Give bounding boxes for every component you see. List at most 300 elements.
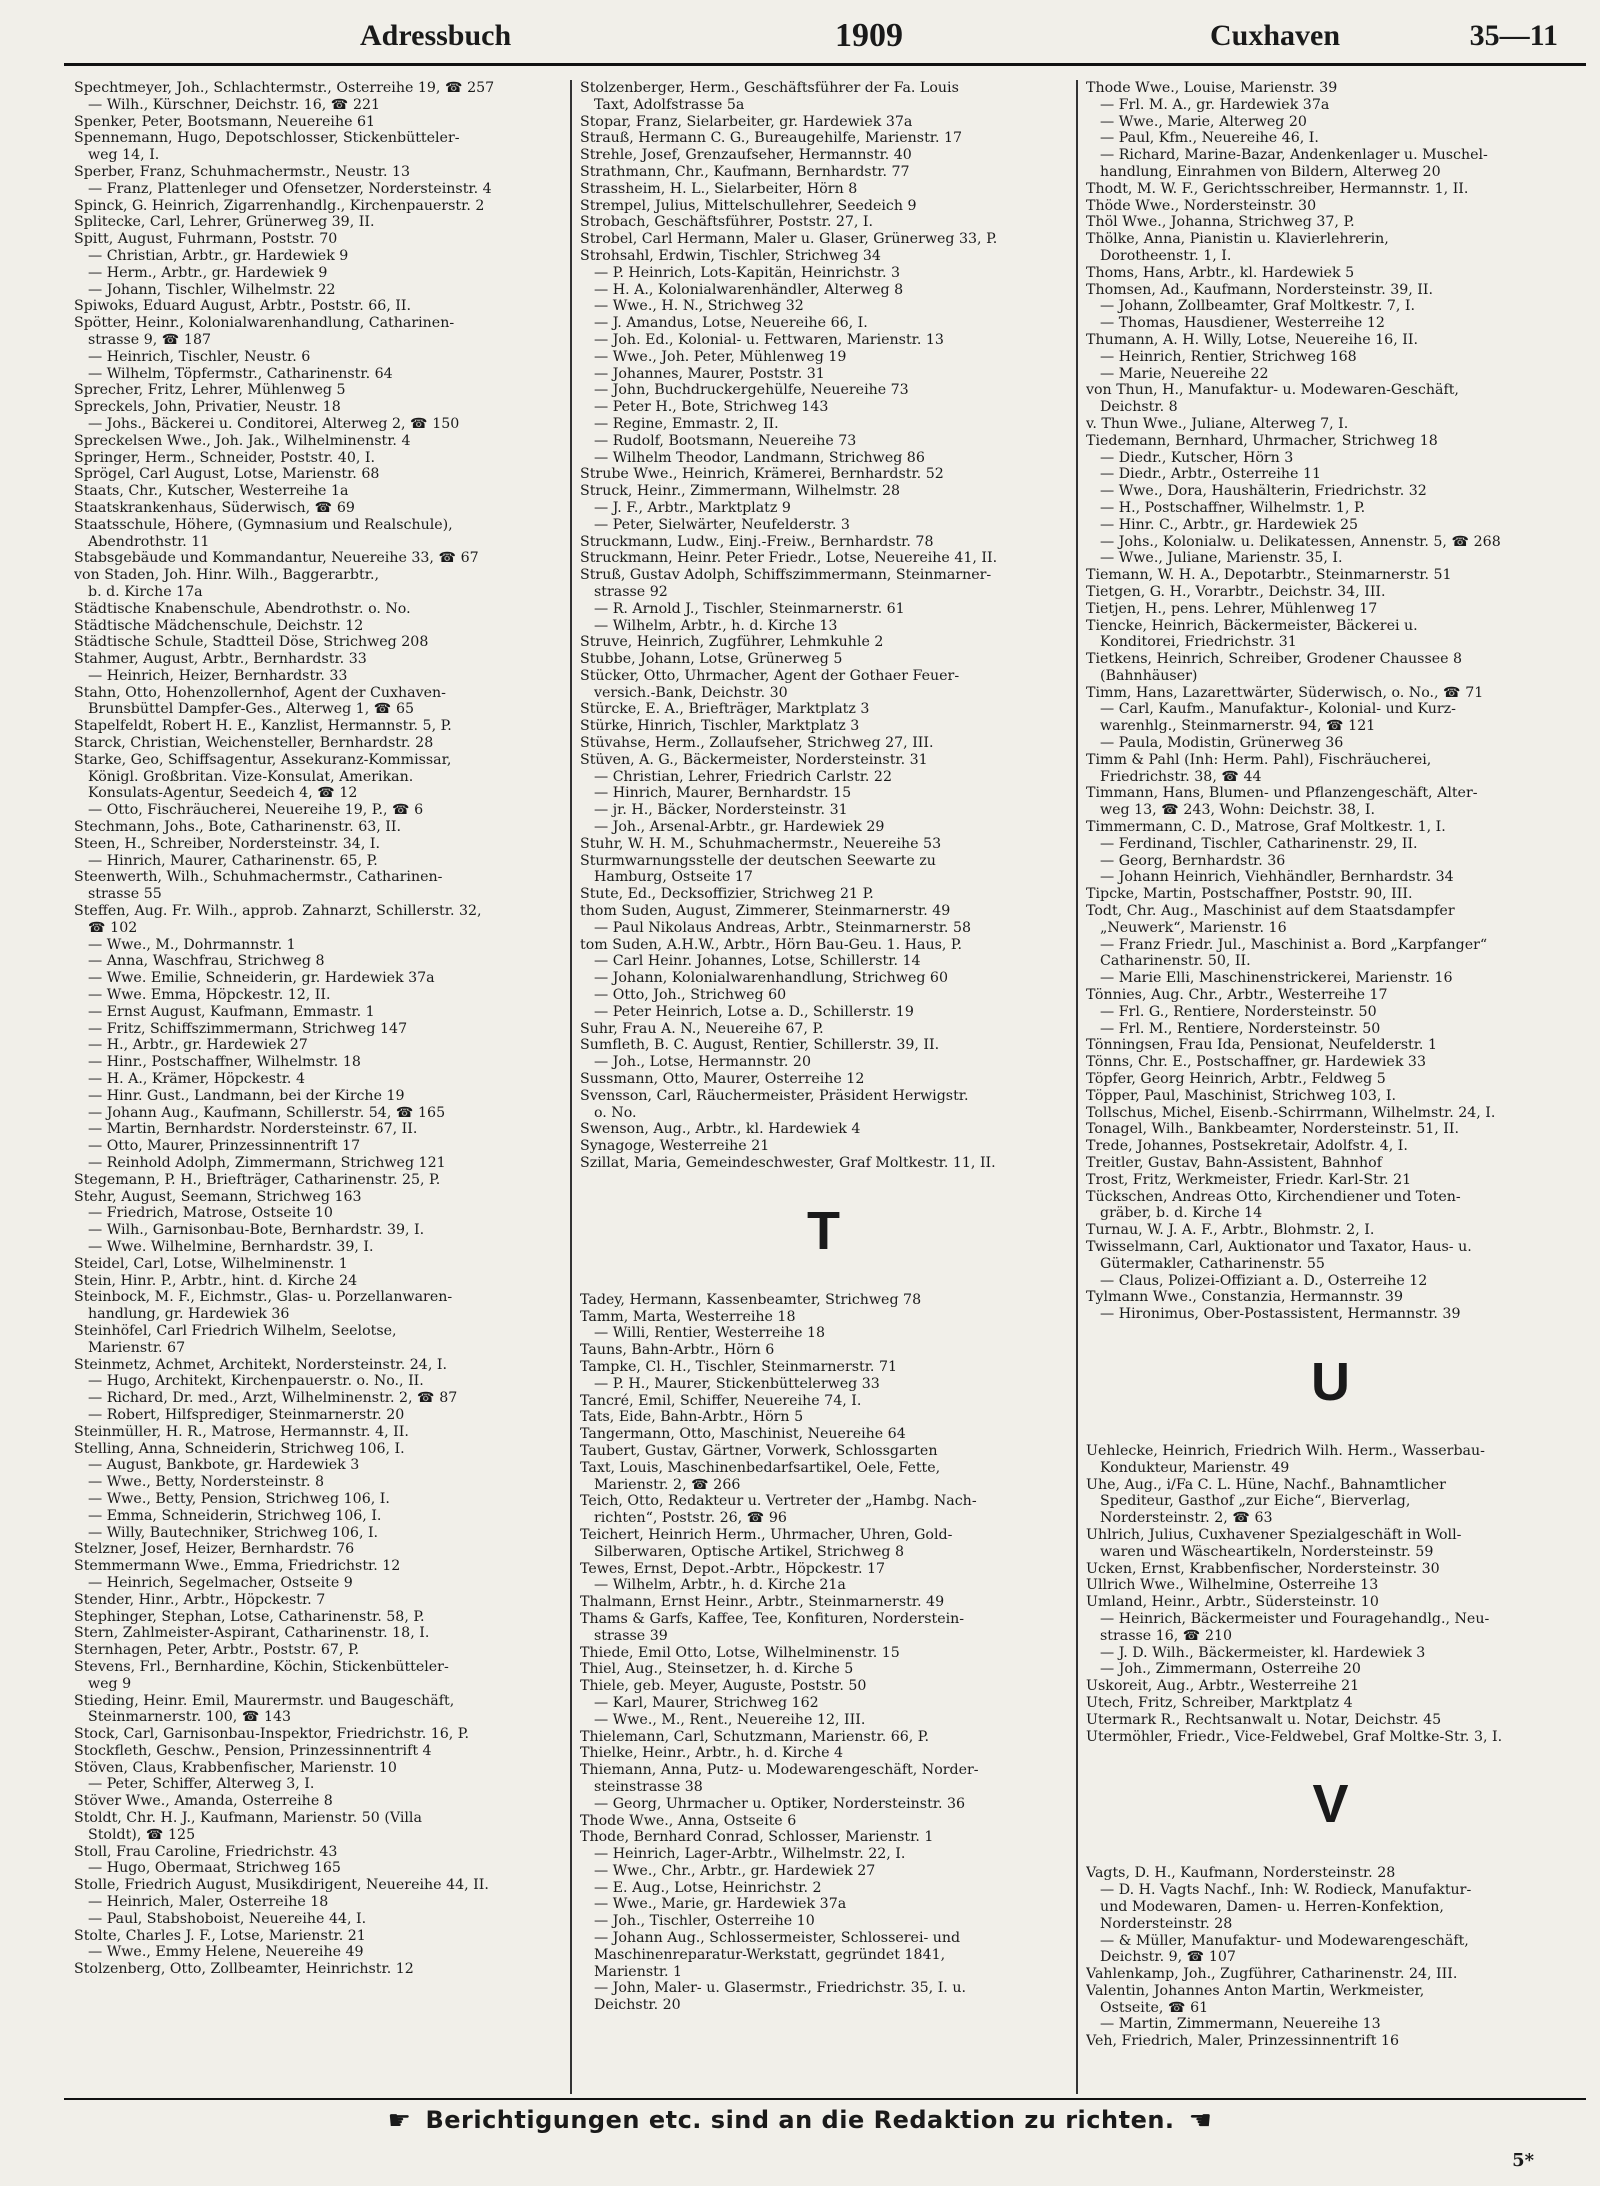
- directory-subentry: — J. F., Arbtr., Marktplatz 9: [594, 499, 791, 516]
- directory-entry: tom Suden, A.H.W., Arbtr., Hörn Bau-Geu. 1. Haus, P.: [580, 936, 963, 953]
- directory-entry: Utermöhler, Friedr., Vice-Feldwebel, Graf Moltke-Str. 3, I.: [1086, 1728, 1503, 1745]
- directory-subentry: Abendrothstr. 11: [88, 533, 210, 550]
- year: 1909: [835, 17, 903, 54]
- directory-entry: Tauns, Bahn-Arbtr., Hörn 6: [580, 1342, 775, 1359]
- directory-entry: Spiwoks, Eduard August, Arbtr., Poststr. 66, II.: [74, 298, 412, 315]
- directory-entry: Steffen, Aug. Fr. Wilh., approb. Zahnarzt, Schillerstr. 32,: [74, 903, 482, 920]
- directory-subentry: — Wilhelm, Arbtr., h. d. Kirche 13: [594, 617, 838, 634]
- directory-subentry: — Herm., Arbtr., gr. Hardewiek 9: [88, 264, 328, 281]
- directory-subentry: steinstrasse 38: [594, 1778, 703, 1795]
- directory-entry: Thiele, geb. Meyer, Auguste, Poststr. 50: [580, 1678, 867, 1695]
- directory-subentry: — Hinrich, Maurer, Catharinenstr. 65, P.: [88, 852, 378, 869]
- directory-entry: Twisselmann, Carl, Auktionator und Taxator, Haus- u.: [1086, 1238, 1472, 1255]
- directory-entry: Synagoge, Westerreihe 21: [580, 1138, 770, 1155]
- directory-entry: Stürke, Hinrich, Tischler, Marktplatz 3: [580, 718, 860, 735]
- directory-subentry: — Heinrich, Heizer, Bernhardstr. 33: [88, 667, 348, 684]
- directory-entry: Staatskrankenhaus, Süderwisch, ☎ 69: [74, 499, 355, 516]
- directory-entry: Strehle, Josef, Grenzaufseher, Hermannstr. 40: [580, 147, 912, 164]
- directory-entry: Sprögel, Carl August, Lotse, Marienstr. 68: [74, 466, 380, 483]
- directory-subentry: Deichstr. 20: [594, 1997, 681, 2014]
- directory-subentry: — Anna, Waschfrau, Strichweg 8: [88, 953, 325, 970]
- directory-subentry: — Frl. G., Rentiere, Nordersteinstr. 50: [1100, 1003, 1377, 1020]
- directory-entry: Thöde Wwe., Nordersteinstr. 30: [1086, 197, 1317, 214]
- directory-subentry: — D. H. Vagts Nachf., Inh: W. Rodieck, Manufaktur-: [1100, 1882, 1472, 1899]
- directory-subentry: Ostseite, ☎ 61: [1100, 1999, 1209, 2016]
- directory-subentry: — Richard, Marine-Bazar, Andenkenlager u. Muschel-: [1100, 147, 1488, 164]
- directory-subentry: — Diedr., Arbtr., Osterreihe 11: [1100, 466, 1322, 483]
- directory-entry: Thölke, Anna, Pianistin u. Klavierlehrerin,: [1086, 231, 1389, 248]
- directory-subentry: — Hinrich, Maurer, Bernhardstr. 15: [594, 785, 852, 802]
- directory-entry: Ucken, Ernst, Krabbenfischer, Nordersteinstr. 30: [1086, 1560, 1440, 1577]
- directory-entry: Spennemann, Hugo, Depotschlosser, Stickenbütteler-: [74, 130, 460, 147]
- directory-entry: Stern, Zahlmeister-Aspirant, Catharinenstr. 18, I.: [74, 1625, 430, 1642]
- directory-entry: Umland, Heinr., Arbtr., Südersteinstr. 10: [1086, 1594, 1379, 1611]
- directory-entry: Tönnies, Aug. Chr., Arbtr., Westerreihe 17: [1086, 987, 1388, 1004]
- directory-entry: Thodt, M. W. F., Gerichtsschreiber, Hermannstr. 1, II.: [1086, 180, 1469, 197]
- directory-subentry: — Johs., Kolonialw. u. Delikatessen, Annenstr. 5, ☎ 268: [1100, 533, 1501, 550]
- directory-entry: Spinck, G. Heinrich, Zigarrenhandlg., Kirchenpauerstr. 2: [74, 197, 485, 214]
- directory-entry: Tückschen, Andreas Otto, Kirchendiener und Toten-: [1086, 1188, 1461, 1205]
- directory-subentry: Marienstr. 2, ☎ 266: [594, 1476, 741, 1493]
- directory-subentry: Deichstr. 9, ☎ 107: [1100, 1949, 1236, 1966]
- directory-entry: Trede, Johannes, Postsekretair, Adolfstr. 4, I.: [1086, 1138, 1408, 1155]
- directory-entry: Stelzner, Josef, Heizer, Bernhardstr. 76: [74, 1541, 355, 1558]
- directory-subentry: und Modewaren, Damen- u. Herren-Konfektion,: [1100, 1898, 1444, 1915]
- directory-subentry: Königl. Großbritan. Vize-Konsulat, Amerikan.: [88, 768, 414, 785]
- directory-entry: Thielemann, Carl, Schutzmann, Marienstr. 66, P.: [580, 1728, 929, 1745]
- directory-entry: Stubbe, Johann, Lotse, Grünerweg 5: [580, 651, 843, 668]
- directory-entry: Svensson, Carl, Räuchermeister, Präsident Herwigstr.: [580, 1087, 969, 1104]
- directory-entry: Tiencke, Heinrich, Bäckermeister, Bäckerei u.: [1086, 617, 1418, 634]
- directory-subentry: — Joh., Arsenal-Arbtr., gr. Hardewiek 29: [594, 819, 885, 836]
- directory-subentry: strasse 39: [594, 1627, 668, 1644]
- pointing-hand-icon: ☛: [387, 2106, 412, 2136]
- directory-entry: Spechtmeyer, Joh., Schlachtermstr., Osterreihe 19, ☎ 257: [74, 80, 495, 96]
- directory-entry: Stabsgebäude und Kommandantur, Neuereihe 33, ☎ 67: [74, 550, 479, 567]
- directory-entry: Stöver Wwe., Amanda, Osterreihe 8: [74, 1793, 333, 1810]
- directory-subentry: waren und Wäscheartikeln, Nordersteinstr. 59: [1100, 1543, 1434, 1560]
- directory-entry: Thomsen, Ad., Kaufmann, Nordersteinstr. 39, II.: [1086, 281, 1434, 298]
- directory-subentry: — August, Bankbote, gr. Hardewiek 3: [88, 1457, 360, 1474]
- directory-subentry: warenhlg., Steinmarnerstr. 94, ☎ 121: [1100, 718, 1376, 735]
- directory-entry: von Staden, Joh. Hinr. Wilh., Baggerarbtr.,: [74, 567, 379, 584]
- directory-entry: Thode Wwe., Louise, Marienstr. 39: [1086, 80, 1338, 96]
- directory-entry: Stüven, A. G., Bäckermeister, Nordersteinstr. 31: [580, 751, 928, 768]
- directory-subentry: — Richard, Dr. med., Arzt, Wilhelminenstr. 2, ☎ 87: [88, 1390, 458, 1407]
- directory-entry: Steinhöfel, Carl Friedrich Wilhelm, Seelotse,: [74, 1322, 397, 1339]
- section-letter: V: [1312, 1774, 1349, 1835]
- column-3: [1078, 80, 1584, 2094]
- directory-entry: Stephinger, Stephan, Lotse, Catharinenstr. 58, P.: [74, 1608, 425, 1625]
- directory-subentry: — Wwe., Juliane, Marienstr. 35, I.: [1100, 550, 1343, 567]
- directory-entry: Vagts, D. H., Kaufmann, Nordersteinstr. 28: [1086, 1865, 1396, 1882]
- directory-entry: Spenker, Peter, Bootsmann, Neuereihe 61: [74, 113, 376, 130]
- directory-entry: Stürcke, E. A., Briefträger, Marktplatz 3: [580, 701, 870, 718]
- directory-entry: Stolzenberg, Otto, Zollbeamter, Heinrichstr. 12: [74, 1961, 414, 1978]
- directory-subentry: — John, Maler- u. Glasermstr., Friedrichstr. 35, I. u.: [594, 1980, 966, 1997]
- directory-entry: Stücker, Otto, Uhrmacher, Agent der Gothaer Feuer-: [580, 667, 960, 684]
- directory-subentry: strasse 9, ☎ 187: [88, 331, 211, 348]
- directory-entry: Spötter, Heinr., Kolonialwarenhandlung, Catharinen-: [74, 315, 455, 332]
- directory-entry: Stevens, Frl., Bernhardine, Köchin, Stickenbütteler-: [74, 1658, 449, 1675]
- directory-subentry: — Hinr. Gust., Landmann, bei der Kirche 19: [88, 1087, 405, 1104]
- directory-entry: Strathmann, Chr., Kaufmann, Bernhardstr. 77: [580, 163, 910, 180]
- directory-subentry: handlung, gr. Hardewiek 36: [88, 1306, 290, 1323]
- directory-entry: Stahn, Otto, Hohenzollernhof, Agent der Cuxhaven-: [74, 684, 446, 701]
- section-letter: U: [1311, 1351, 1350, 1412]
- directory-entry: Timm & Pahl (Inh: Herm. Pahl), Fischräucherei,: [1086, 751, 1432, 768]
- directory-subentry: — Marie Elli, Maschinenstrickerei, Marienstr. 16: [1100, 970, 1453, 987]
- directory-entry: Thiemann, Anna, Putz- u. Modewarengeschäft, Norder-: [580, 1762, 979, 1779]
- directory-subentry: Nordersteinstr. 2, ☎ 63: [1100, 1510, 1273, 1527]
- directory-entry: Thiel, Aug., Steinsetzer, h. d. Kirche 5: [580, 1661, 854, 1678]
- directory-entry: Timm, Hans, Lazarettwärter, Süderwisch, o. No., ☎ 71: [1086, 684, 1484, 701]
- directory-entry: Steinbock, M. F., Eichmstr., Glas- u. Porzellanwaren-: [74, 1289, 453, 1306]
- directory-entry: Tietjen, H., pens. Lehrer, Mühlenweg 17: [1086, 600, 1378, 617]
- directory-subentry: — Ferdinand, Tischler, Catharinenstr. 29, II.: [1100, 835, 1418, 852]
- directory-entry: Thode, Bernhard Conrad, Schlosser, Marienstr. 1: [580, 1829, 934, 1846]
- directory-subentry: b. d. Kirche 17a: [88, 583, 203, 600]
- directory-subentry: — Wwe., Marie, gr. Hardewiek 37a: [594, 1896, 847, 1913]
- directory-subentry: „Neuwerk“, Marienstr. 16: [1100, 919, 1287, 936]
- directory-subentry: — Peter Heinrich, Lotse a. D., Schillerstr. 19: [594, 1003, 914, 1020]
- directory-entry: Thams & Garfs, Kaffee, Tee, Konfituren, Norderstein-: [580, 1610, 965, 1627]
- directory-subentry: — Wwe. Emma, Höpckestr. 12, II.: [88, 987, 331, 1004]
- directory-entry: Steinmetz, Achmet, Architekt, Nordersteinstr. 24, I.: [74, 1356, 447, 1373]
- directory-subentry: Nordersteinstr. 28: [1100, 1915, 1233, 1932]
- directory-entry: Steen, H., Schreiber, Nordersteinstr. 34, I.: [74, 835, 380, 852]
- directory-entry: Stöven, Claus, Krabbenfischer, Marienstr. 10: [74, 1759, 397, 1776]
- directory-subentry: — J. D. Wilh., Bäckermeister, kl. Hardewiek 3: [1100, 1644, 1426, 1661]
- directory-subentry: — Frl. M., Rentiere, Nordersteinstr. 50: [1100, 1020, 1381, 1037]
- directory-entry: Steenwerth, Wilh., Schuhmachermstr., Catharinen-: [74, 869, 443, 886]
- directory-subentry: Konsulats-Agentur, Seedeich 4, ☎ 12: [88, 785, 358, 802]
- directory-subentry: — Hugo, Obermaat, Strichweg 165: [88, 1860, 341, 1877]
- directory-subentry: — Wwe., Betty, Pension, Strichweg 106, I.: [88, 1490, 390, 1507]
- directory-subentry: — Joh., Zimmermann, Osterreihe 20: [1100, 1661, 1361, 1678]
- directory-entry: Struve, Heinrich, Zugführer, Lehmkuhle 2: [580, 634, 884, 651]
- directory-subentry: — Christian, Arbtr., gr. Hardewiek 9: [88, 247, 349, 264]
- directory-entry: Springer, Herm., Schneider, Poststr. 40, I.: [74, 449, 376, 466]
- directory-entry: Vahlenkamp, Joh., Zugführer, Catharinenstr. 24, III.: [1086, 1966, 1458, 1983]
- directory-entry: Strobach, Geschäftsführer, Poststr. 27, I.: [580, 214, 874, 231]
- directory-subentry: — Carl Heinr. Johannes, Lotse, Schillerstr. 14: [594, 953, 921, 970]
- directory-subentry: — Georg, Uhrmacher u. Optiker, Nordersteinstr. 36: [594, 1795, 966, 1812]
- directory-subentry: — P. Heinrich, Lots-Kapitän, Heinrichstr. 3: [594, 264, 901, 281]
- directory-subentry: — Peter H., Bote, Strichweg 143: [594, 399, 829, 416]
- directory-entry: Tollschus, Michel, Eisenb.-Schirrmann, Wilhelmstr. 24, I.: [1086, 1104, 1496, 1121]
- directory-entry: Teich, Otto, Redakteur u. Vertreter der „Hambg. Nach-: [580, 1493, 977, 1510]
- directory-subentry: — Heinrich, Rentier, Strichweg 168: [1100, 348, 1357, 365]
- directory-subentry: — Martin, Bernhardstr. Nordersteinstr. 67, II.: [88, 1121, 418, 1138]
- directory-subentry: — Otto, Joh., Strichweg 60: [594, 987, 787, 1004]
- directory-subentry: — Wilhelm, Töpfermstr., Catharinenstr. 64: [88, 365, 393, 382]
- directory-subentry: — Wilhelm Theodor, Landmann, Strichweg 86: [594, 449, 925, 466]
- directory-subentry: — Wwe., Joh. Peter, Mühlenweg 19: [594, 348, 847, 365]
- directory-subentry: — H., Postschaffner, Wilhelmstr. 1, P.: [1100, 499, 1366, 516]
- directory-entry: Tönningsen, Frau Ida, Pensionat, Neufelderstr. 1: [1086, 1037, 1437, 1054]
- directory-entry: Spitt, August, Fuhrmann, Poststr. 70: [74, 231, 338, 248]
- column-1: [66, 80, 572, 2094]
- directory-entry: Strobel, Carl Hermann, Maler u. Glaser, Grünerweg 33, P.: [580, 231, 998, 248]
- directory-entry: Stock, Carl, Garnisonbau-Inspektor, Friedrichstr. 16, P.: [74, 1726, 469, 1743]
- directory-subentry: Deichstr. 8: [1100, 399, 1178, 416]
- directory-entry: Strauß, Hermann C. G., Bureaugehilfe, Marienstr. 17: [580, 130, 963, 147]
- directory-subentry: — Wwe., M., Rent., Neuereihe 12, III.: [594, 1711, 866, 1728]
- directory-entry: Swenson, Aug., Arbtr., kl. Hardewiek 4: [580, 1121, 861, 1138]
- directory-entry: Stemmermann Wwe., Emma, Friedrichstr. 12: [74, 1558, 401, 1575]
- directory-subentry: — Joh., Tischler, Osterreihe 10: [594, 1913, 815, 1930]
- directory-subentry: — Wilh., Kürschner, Deichstr. 16, ☎ 221: [88, 96, 381, 113]
- directory-entry: Teichert, Heinrich Herm., Uhrmacher, Uhren, Gold-: [580, 1526, 953, 1543]
- directory-entry: Thalmann, Ernst Heinr., Arbtr., Steinmarnerstr. 49: [580, 1594, 945, 1611]
- directory-entry: Stieding, Heinr. Emil, Maurermstr. und Baugeschäft,: [74, 1692, 455, 1709]
- directory-subentry: — H. A., Krämer, Höpckestr. 4: [88, 1071, 305, 1088]
- directory-entry: Todt, Chr. Aug., Maschinist auf dem Staatsdampfer: [1086, 903, 1455, 920]
- directory-subentry: — Franz Friedr. Jul., Maschinist a. Bord „Karpfanger“: [1100, 936, 1488, 953]
- directory-entry: Strube Wwe., Heinrich, Krämerei, Bernhardstr. 52: [580, 466, 944, 483]
- directory-subentry: handlung, Einrahmen von Bildern, Alterweg 20: [1100, 163, 1441, 180]
- directory-entry: Thiede, Emil Otto, Lotse, Wilhelminenstr. 15: [580, 1644, 900, 1661]
- directory-subentry: — Frl. M. A., gr. Hardewiek 37a: [1100, 96, 1330, 113]
- directory-subentry: — J. Amandus, Lotse, Neuereihe 66, I.: [594, 315, 868, 332]
- directory-subentry: Marienstr. 67: [88, 1339, 186, 1356]
- directory-subentry: gräber, b. d. Kirche 14: [1100, 1205, 1263, 1222]
- directory-entry: Timmermann, C. D., Matrose, Graf Moltkestr. 1, I.: [1086, 819, 1446, 836]
- directory-subentry: — Johann Aug., Schlossermeister, Schlosserei- und: [594, 1930, 961, 1947]
- directory-entry: Steidel, Carl, Lotse, Wilhelminenstr. 1: [74, 1255, 348, 1272]
- directory-entry: Struckmann, Ludw., Einj.-Freiw., Bernhardstr. 78: [580, 533, 934, 550]
- directory-entry: Uhlrich, Julius, Cuxhavener Spezialgeschäft in Woll-: [1086, 1526, 1462, 1543]
- directory-subentry: Stoldt), ☎ 125: [88, 1826, 196, 1843]
- directory-entry: Stahmer, August, Arbtr., Bernhardstr. 33: [74, 651, 367, 668]
- directory-entry: Trost, Fritz, Werkmeister, Friedr. Karl-Str. 21: [1086, 1171, 1412, 1188]
- directory-subentry: — Wwe., Marie, Alterweg 20: [1100, 113, 1307, 130]
- directory-entry: Starck, Christian, Weichensteller, Bernhardstr. 28: [74, 735, 434, 752]
- directory-subentry: Steinmarnerstr. 100, ☎ 143: [88, 1709, 292, 1726]
- directory-entry: Stechmann, Johs., Bote, Catharinenstr. 63, II.: [74, 819, 401, 836]
- directory-entry: Steinmüller, H. R., Matrose, Hermannstr. 4, II.: [74, 1423, 409, 1440]
- directory-subentry: o. No.: [594, 1104, 637, 1121]
- directory-entry: Uehlecke, Heinrich, Friedrich Wilh. Herm., Wasserbau-: [1086, 1442, 1485, 1459]
- directory-entry: Stapelfeldt, Robert H. E., Kanzlist, Hermannstr. 5, P.: [74, 718, 452, 735]
- directory-entry: Tylmann Wwe., Constanzia, Hermannstr. 39: [1086, 1289, 1403, 1306]
- directory-subentry: — Wwe. Emilie, Schneiderin, gr. Hardewiek 37a: [88, 970, 435, 987]
- directory-subentry: Maschinenreparatur-Werkstatt, gegründet 1841,: [594, 1946, 946, 1963]
- directory-entry: Töpper, Paul, Maschinist, Strichweg 103, I.: [1086, 1087, 1397, 1104]
- directory-entry: Uhe, Aug., i/Fa C. L. Hüne, Nachf., Bahnamtlicher: [1086, 1476, 1446, 1493]
- directory-subentry: — Otto, Maurer, Prinzessinnentrift 17: [88, 1138, 361, 1155]
- directory-entry: Sperber, Franz, Schuhmachermstr., Neustr. 13: [74, 163, 411, 180]
- directory-entry: Stockfleth, Geschw., Pension, Prinzessinnentrift 4: [74, 1742, 432, 1759]
- directory-subentry: — Hugo, Architekt, Kirchenpauerstr. o. No., II.: [88, 1373, 424, 1390]
- directory-subentry: — Thomas, Hausdiener, Westerreihe 12: [1100, 315, 1385, 332]
- directory-subentry: — Peter, Sielwärter, Neufelderstr. 3: [594, 516, 850, 533]
- directory-entry: Stopar, Franz, Sielarbeiter, gr. Hardewiek 37a: [580, 113, 913, 130]
- directory-entry: Spreckels, John, Privatier, Neustr. 18: [74, 399, 341, 416]
- directory-entry: von Thun, H., Manufaktur- u. Modewaren-Geschäft,: [1086, 382, 1459, 399]
- directory-entry: Suhr, Frau A. N., Neuereihe 67, P.: [580, 1020, 824, 1037]
- directory-subentry: — Peter, Schiffer, Alterweg 3, I.: [88, 1776, 315, 1793]
- directory-subentry: — Willi, Rentier, Westerreihe 18: [594, 1325, 826, 1342]
- directory-entry: Struckmann, Heinr. Peter Friedr., Lotse, Neuereihe 41, II.: [580, 550, 998, 567]
- directory-subentry: — Johannes, Maurer, Poststr. 31: [594, 365, 825, 382]
- directory-entry: Timmann, Hans, Blumen- und Pflanzengeschäft, Alter-: [1086, 785, 1478, 802]
- directory-subentry: — Hinr. C., Arbtr., gr. Hardewiek 25: [1100, 516, 1359, 533]
- directory-subentry: — Johann Heinrich, Viehhändler, Bernhardstr. 34: [1100, 869, 1454, 886]
- directory-subentry: weg 13, ☎ 243, Wohn: Deichstr. 38, I.: [1100, 802, 1376, 819]
- directory-subentry: strasse 92: [594, 583, 668, 600]
- directory-subentry: Spediteur, Gasthof „zur Eiche“, Bierverlag,: [1100, 1493, 1411, 1510]
- directory-entry: Tangermann, Otto, Maschinist, Neuereihe 64: [580, 1426, 906, 1443]
- directory-subentry: weg 14, I.: [88, 147, 160, 164]
- directory-entry: Thielke, Heinr., Arbtr., h. d. Kirche 4: [580, 1745, 844, 1762]
- directory-subentry: Brunsbüttel Dampfer-Ges., Alterweg 1, ☎ 65: [88, 701, 415, 718]
- directory-entry: Städtische Schule, Stadtteil Döse, Strichweg 208: [74, 634, 429, 651]
- directory-entry: Städtische Knabenschule, Abendrothstr. o. No.: [74, 600, 411, 617]
- directory-entry: Stegemann, P. H., Briefträger, Catharinenstr. 25, P.: [74, 1171, 441, 1188]
- directory-entry: Utermark R., Rechtsanwalt u. Notar, Deichstr. 45: [1086, 1711, 1442, 1728]
- directory-entry: Stoldt, Chr. H. J., Kaufmann, Marienstr. 50 (Villa: [74, 1810, 422, 1827]
- directory-subentry: — Robert, Hilfsprediger, Steinmarnerstr. 20: [88, 1406, 405, 1423]
- directory-entry: Tonagel, Wilh., Bankbeamter, Nordersteinstr. 51, II.: [1086, 1121, 1460, 1138]
- directory-subentry: strasse 55: [88, 886, 162, 903]
- directory-entry: Veh, Friedrich, Maler, Prinzessinnentrift 16: [1086, 2033, 1400, 2050]
- directory-subentry: Friedrichstr. 38, ☎ 44: [1100, 768, 1262, 785]
- directory-subentry: — Wwe., M., Dohrmannstr. 1: [88, 936, 296, 953]
- directory-subentry: Hamburg, Ostseite 17: [594, 869, 753, 886]
- directory-subentry: — Ernst August, Kaufmann, Emmastr. 1: [88, 1003, 375, 1020]
- directory-subentry: (Bahnhäuser): [1100, 667, 1198, 684]
- directory-entry: Tietkens, Heinrich, Schreiber, Grodener Chaussee 8: [1086, 651, 1463, 668]
- directory-subentry: — Wwe., Betty, Nordersteinstr. 8: [88, 1474, 325, 1491]
- column-2: [572, 80, 1078, 2094]
- directory-subentry: — Wwe., Chr., Arbtr., gr. Hardewiek 27: [594, 1862, 876, 1879]
- directory-subentry: — & Müller, Manufaktur- und Modewarengeschäft,: [1100, 1932, 1469, 1949]
- directory-entry: Töpfer, Georg Heinrich, Arbtr., Feldweg 5: [1086, 1071, 1386, 1088]
- directory-subentry: Taxt, Adolfstrasse 5a: [594, 96, 745, 113]
- directory-subentry: Silberwaren, Optische Artikel, Strichweg 8: [594, 1543, 905, 1560]
- directory-entry: Sumfleth, B. C. August, Rentier, Schillerstr. 39, II.: [580, 1037, 940, 1054]
- directory-entry: Tönns, Chr. E., Postschaffner, gr. Hardewiek 33: [1086, 1054, 1426, 1071]
- directory-subentry: Dorotheenstr. 1, I.: [1100, 247, 1232, 264]
- directory-subentry: richten“, Poststr. 26, ☎ 96: [594, 1510, 787, 1527]
- directory-subentry: — Franz, Plattenleger und Ofensetzer, Nordersteinstr. 4: [88, 180, 492, 197]
- directory-entry: Sternhagen, Peter, Arbtr., Poststr. 67, P.: [74, 1642, 360, 1659]
- directory-subentry: — Heinrich, Tischler, Neustr. 6: [88, 348, 311, 365]
- directory-entry: thom Suden, August, Zimmerer, Steinmarnerstr. 49: [580, 903, 951, 920]
- directory-subentry: — Wilh., Garnisonbau-Bote, Bernhardstr. 39, I.: [88, 1222, 425, 1239]
- directory-entry: Tats, Eide, Bahn-Arbtr., Hörn 5: [580, 1409, 804, 1426]
- directory-subentry: — Hironimus, Ober-Postassistent, Hermannstr. 39: [1100, 1306, 1461, 1323]
- section-letter: T: [807, 1200, 840, 1261]
- directory-subentry: — E. Aug., Lotse, Heinrichstr. 2: [594, 1879, 822, 1896]
- directory-subentry: — H., Arbtr., gr. Hardewiek 27: [88, 1037, 308, 1054]
- directory-subentry: — Wwe., Emmy Helene, Neuereihe 49: [88, 1944, 364, 1961]
- directory-entry: Spreckelsen Wwe., Joh. Jak., Wilhelminenstr. 4: [74, 432, 411, 449]
- directory-entry: Struck, Heinr., Zimmermann, Wilhelmstr. 28: [580, 483, 900, 500]
- directory-subentry: — Johann Aug., Kaufmann, Schillerstr. 54, ☎ 165: [88, 1104, 446, 1121]
- directory-subentry: — R. Arnold J., Tischler, Steinmarnerstr. 61: [594, 600, 905, 617]
- directory-entry: Thöl Wwe., Johanna, Strichweg 37, P.: [1086, 214, 1355, 231]
- book-title: Adressbuch: [360, 19, 512, 52]
- directory-entry: Stender, Hinr., Arbtr., Höpckestr. 7: [74, 1591, 326, 1608]
- directory-entry: Stelling, Anna, Schneiderin, Strichweg 106, I.: [74, 1440, 405, 1457]
- directory-subentry: — Regine, Emmastr. 2, II.: [594, 415, 779, 432]
- directory-entry: Staatsschule, Höhere, (Gymnasium und Realschule),: [74, 516, 453, 533]
- directory-entry: Strohsahl, Erdwin, Tischler, Strichweg 34: [580, 247, 881, 264]
- directory-subentry: — Johann, Zollbeamter, Graf Moltkestr. 7, I.: [1100, 298, 1416, 315]
- signature-mark: 5*: [1512, 2150, 1534, 2171]
- pointing-hand-left-icon: ☚: [1188, 2106, 1213, 2136]
- directory-subentry: — Martin, Zimmermann, Neuereihe 13: [1100, 2016, 1381, 2033]
- directory-subentry: versich.-Bank, Deichstr. 30: [594, 684, 788, 701]
- directory-subentry: — Georg, Bernhardstr. 36: [1100, 852, 1286, 869]
- directory-subentry: — Joh., Lotse, Hermannstr. 20: [594, 1054, 811, 1071]
- directory-subentry: — Claus, Polizei-Offiziant a. D., Osterreihe 12: [1100, 1272, 1428, 1289]
- directory-entry: Sprecher, Fritz, Lehrer, Mühlenweg 5: [74, 382, 346, 399]
- directory-entry: Stolzenberger, Herm., Geschäftsführer der Fa. Louis: [580, 80, 959, 96]
- directory-subentry: — Johann, Kolonialwarenhandlung, Strichweg 60: [594, 970, 948, 987]
- directory-entry: Tamm, Marta, Westerreihe 18: [580, 1308, 796, 1325]
- directory-entry: Stein, Hinr. P., Arbtr., hint. d. Kirche 24: [74, 1272, 358, 1289]
- directory-subentry: — Hinr., Postschaffner, Wilhelmstr. 18: [88, 1054, 361, 1071]
- directory-entry: Turnau, W. J. A. F., Arbtr., Blohmstr. 2, I.: [1086, 1222, 1375, 1239]
- directory-subentry: Catharinenstr. 50, II.: [1100, 953, 1251, 970]
- directory-subentry: — Paul, Stabshoboist, Neuereihe 44, I.: [88, 1910, 367, 1927]
- directory-entry: Stolle, Friedrich August, Musikdirigent, Neuereihe 44, II.: [74, 1877, 489, 1894]
- directory-entry: Tampke, Cl. H., Tischler, Steinmarnerstr. 71: [580, 1358, 897, 1375]
- town-name: Cuxhaven: [1210, 19, 1341, 52]
- directory-entry: Utech, Fritz, Schreiber, Marktplatz 4: [1086, 1694, 1353, 1711]
- directory-entry: Uskoreit, Aug., Arbtr., Westerreihe 21: [1086, 1678, 1360, 1695]
- directory-subentry: — Wwe., Dora, Haushälterin, Friedrichstr. 32: [1100, 483, 1427, 500]
- directory-subentry: — Heinrich, Bäckermeister und Fouragehandlg., Neu-: [1100, 1610, 1490, 1627]
- directory-subentry: — Wwe. Wilhelmine, Bernhardstr. 39, I.: [88, 1238, 374, 1255]
- directory-entry: Stute, Ed., Decksoffizier, Strichweg 21 P.: [580, 886, 874, 903]
- directory-entry: Städtische Mädchenschule, Deichstr. 12: [74, 617, 364, 634]
- directory-entry: Stolte, Charles J. F., Lotse, Marienstr. 21: [74, 1927, 366, 1944]
- directory-entry: Tietgen, G. H., Vorarbtr., Deichstr. 34, III.: [1086, 583, 1386, 600]
- directory-entry: Tiemann, W. H. A., Depotarbtr., Steinmarnerstr. 51: [1086, 567, 1452, 584]
- footer-rule: [64, 2098, 1586, 2100]
- directory-entry: Staats, Chr., Kutscher, Westerreihe 1a: [74, 483, 349, 500]
- directory-columns: [66, 80, 1584, 2094]
- directory-subentry: — Heinrich, Lager-Arbtr., Wilhelmstr. 22, I.: [594, 1846, 906, 1863]
- directory-entry: Sturmwarnungsstelle der deutschen Seewarte zu: [580, 852, 936, 869]
- directory-subentry: Konditorei, Friedrichstr. 31: [1100, 634, 1297, 651]
- directory-entry: Splitecke, Carl, Lehrer, Grünerweg 39, II.: [74, 214, 375, 231]
- directory-entry: Taubert, Gustav, Gärtner, Vorwerk, Schlossgarten: [580, 1442, 938, 1459]
- directory-subentry: — Paula, Modistin, Grünerweg 36: [1100, 735, 1344, 752]
- directory-subentry: — P. H., Maurer, Stickenbüttelerweg 33: [594, 1375, 880, 1392]
- directory-subentry: — Karl, Maurer, Strichweg 162: [594, 1694, 819, 1711]
- directory-subentry: strasse 16, ☎ 210: [1100, 1627, 1233, 1644]
- directory-entry: Struß, Gustav Adolph, Schiffszimmermann, Steinmarner-: [580, 567, 992, 584]
- directory-subentry: — Rudolf, Bootsmann, Neuereihe 73: [594, 432, 857, 449]
- directory-entry: Starke, Geo, Schiffsagentur, Assekuranz-Kommissar,: [74, 751, 452, 768]
- directory-subentry: — Johann, Tischler, Wilhelmstr. 22: [88, 281, 336, 298]
- directory-entry: Stoll, Frau Caroline, Friedrichstr. 43: [74, 1843, 338, 1860]
- footer-notice: [0, 2106, 1600, 2146]
- directory-entry: Thode Wwe., Anna, Ostseite 6: [580, 1812, 797, 1829]
- directory-subentry: — H. A., Kolonialwarenhändler, Alterweg 8: [594, 281, 904, 298]
- directory-subentry: — Otto, Fischräucherei, Neuereihe 19, P., ☎ 6: [88, 802, 424, 819]
- directory-subentry: — Joh. Ed., Kolonial- u. Fettwaren, Marienstr. 13: [594, 331, 944, 348]
- directory-subentry: Gütermakler, Catharinenstr. 55: [1100, 1255, 1325, 1272]
- directory-entry: Strassheim, H. L., Sielarbeiter, Hörn 8: [580, 180, 858, 197]
- directory-entry: Tipcke, Martin, Postschaffner, Poststr. 90, III.: [1086, 886, 1413, 903]
